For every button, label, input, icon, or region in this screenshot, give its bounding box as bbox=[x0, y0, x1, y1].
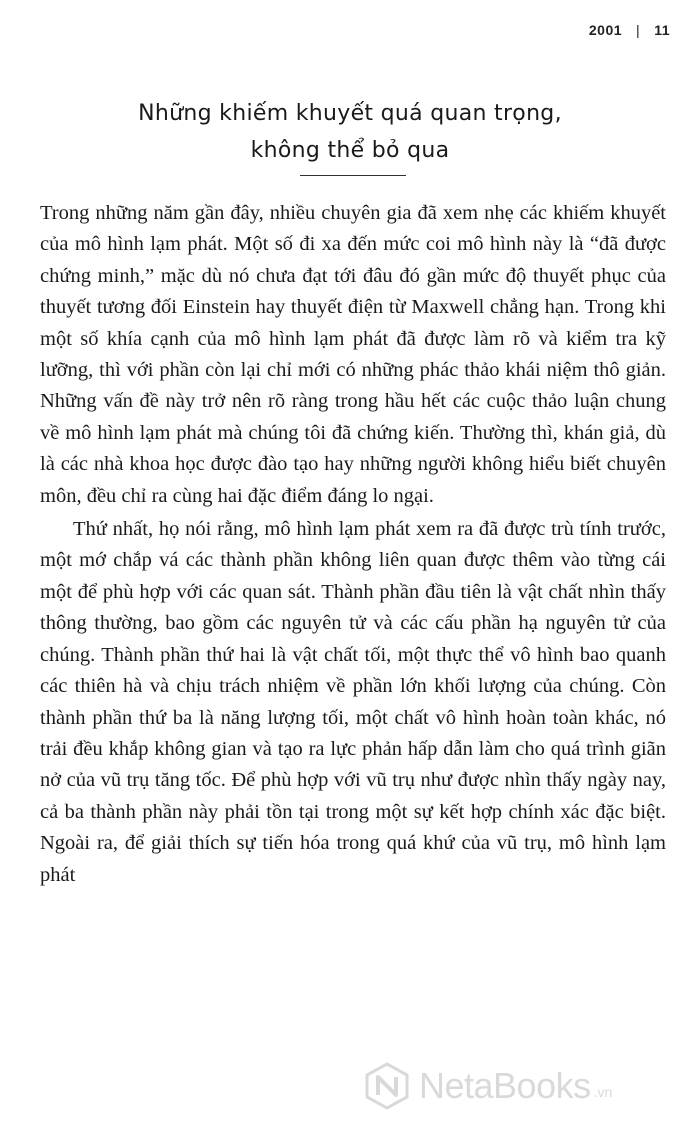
watermark-brand: NetaBooks bbox=[419, 1065, 591, 1106]
section-title-line-1: Những khiếm khuyết quá quan trọng, bbox=[138, 101, 562, 126]
header-separator: | bbox=[636, 22, 641, 38]
watermark-suffix: .vn bbox=[593, 1084, 613, 1100]
paragraph-1: Trong những năm gần đây, nhiều chuyên gia đã xem nhẹ các khiếm khuyết của mô hình lạm phát. Một số đi xa đến mức coi mô hình này là “đã được chứng minh,” mặc dù nó chưa đạt tới đâu đó gần mức độ thuyết phục của thuyết tương đối Einstein hay thuyết điện từ Maxwell chẳng hạn. Trong khi một số khía cạnh của mô hình lạm phát đã được làm rõ và kiểm tra kỹ lưỡng, thì với phần còn lại chỉ mới có những phác thảo khái niệm thô giản. Những vấn đề này trở nên rõ ràng trong hầu hết các cuộc thảo luận chung về mô hình lạm phát mà chúng tôi đã chứng kiến. Thường thì, khán giả, dù là các nhà khoa học được đào tạo hay những người không hiểu biết chuyên môn, đều chỉ ra cùng hai đặc điểm đáng lo ngại. bbox=[40, 202, 666, 507]
paragraph-2: Thứ nhất, họ nói rằng, mô hình lạm phát xem ra đã được trù tính trước, một mớ chắp vá các thành phần không liên quan được thêm vào từng cái một để phù hợp với các quan sát. Thành phần đầu tiên là vật chất nhìn thấy thông thường, bao gồm các nguyên tử và các cấu phần hạ nguyên tử của chúng. Thành phần thứ hai là vật chất tối, một thực thể vô hình bao quanh các thiên hà và chịu trách nhiệm về phần lớn khối lượng của chúng. Còn thành phần thứ ba là năng lượng tối, một chất vô hình hoàn toàn khác, nó trải đều khắp không gian và tạo ra lực phản hấp dẫn làm cho quá trình giãn nở của vũ trụ tăng tốc. Để phù hợp với vũ trụ như được nhìn thấy ngày nay, cả ba thành phần này phải tồn tại trong một sự kết hợp chính xác đặc biệt. Ngoài ra, để giải thích sự tiến hóa trong quá khứ của vũ trụ, mô hình lạm phát bbox=[40, 518, 666, 886]
title-divider bbox=[300, 175, 406, 176]
header-year: 2001 bbox=[588, 22, 623, 38]
page-number: 11 bbox=[654, 22, 670, 38]
section-title-line-2: không thể bỏ qua bbox=[250, 138, 450, 163]
section-title bbox=[40, 95, 660, 169]
watermark bbox=[363, 1062, 612, 1110]
netabooks-logo-icon bbox=[363, 1062, 411, 1110]
body-text bbox=[40, 198, 666, 891]
running-header bbox=[589, 22, 670, 38]
